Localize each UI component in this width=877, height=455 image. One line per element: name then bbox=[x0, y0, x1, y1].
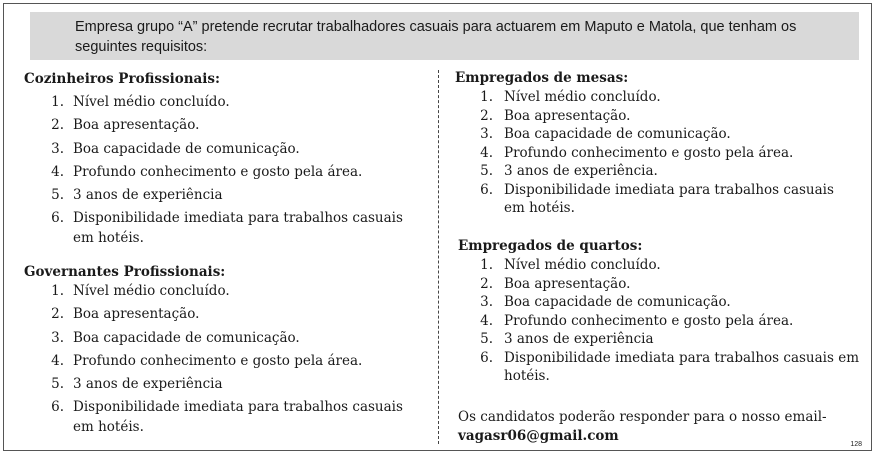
list-item bbox=[455, 162, 860, 181]
requirements-list bbox=[455, 88, 860, 218]
item-number: 1. bbox=[480, 257, 493, 273]
item-text: Disponibilidade imediata para trabalhos casuais em hotéis. bbox=[504, 181, 834, 216]
item-text: Disponibilidade imediata para trabalhos casuais em hotéis. bbox=[504, 349, 860, 384]
item-number: 5. bbox=[480, 331, 493, 347]
item-number: 3. bbox=[480, 126, 493, 142]
item-text: Boa apresentação. bbox=[73, 117, 200, 134]
list-item bbox=[458, 312, 860, 331]
item-text: Profundo conhecimento e gosto pela área. bbox=[504, 144, 794, 161]
section-cozinheiros bbox=[24, 70, 424, 252]
job-posting-page bbox=[3, 3, 872, 451]
item-text: Boa capacidade de comunicação. bbox=[504, 126, 731, 142]
item-text: Disponibilidade imediata para trabalhos casuais em hotéis. bbox=[73, 399, 403, 436]
list-item bbox=[24, 92, 424, 112]
item-text: Nível médio concluído. bbox=[73, 283, 230, 299]
item-text: Nível médio concluído. bbox=[504, 89, 661, 105]
item-number: 1. bbox=[480, 89, 493, 105]
contact-email[interactable]: vagasr06@gmail.com bbox=[458, 428, 619, 444]
item-number: 2. bbox=[480, 107, 493, 124]
list-item bbox=[24, 162, 424, 182]
requirements-list bbox=[24, 281, 424, 437]
section-mesas bbox=[455, 69, 860, 218]
item-text: Boa apresentação. bbox=[504, 275, 631, 292]
section-title: Empregados de quartos: bbox=[458, 238, 643, 254]
list-item bbox=[455, 88, 860, 107]
item-number: 6. bbox=[51, 399, 64, 416]
list-item bbox=[458, 256, 860, 275]
list-item bbox=[455, 107, 860, 126]
item-text: Profundo conhecimento e gosto pela área. bbox=[504, 312, 794, 329]
list-item bbox=[24, 328, 424, 348]
contact-footer bbox=[458, 408, 827, 446]
list-item bbox=[455, 181, 860, 218]
item-number: 4. bbox=[480, 144, 493, 161]
item-text: Boa apresentação. bbox=[73, 306, 200, 323]
section-quartos bbox=[458, 237, 860, 386]
contact-text: Os candidatos poderão responder para o nosso email- bbox=[458, 409, 827, 425]
item-text: Nível médio concluído. bbox=[73, 94, 230, 110]
section-title: Empregados de mesas: bbox=[455, 70, 629, 86]
list-item bbox=[24, 185, 424, 205]
list-item bbox=[24, 281, 424, 301]
list-item bbox=[455, 125, 860, 144]
item-number: 4. bbox=[51, 163, 64, 180]
section-governantes bbox=[24, 263, 424, 441]
item-text: Boa capacidade de comunicação. bbox=[73, 140, 300, 157]
item-number: 4. bbox=[480, 312, 493, 329]
item-text: Boa capacidade de comunicação. bbox=[73, 329, 300, 346]
item-number: 3. bbox=[51, 329, 64, 346]
item-text: 3 anos de experiência bbox=[73, 376, 223, 393]
list-item bbox=[455, 144, 860, 163]
intro-banner bbox=[30, 12, 859, 60]
item-text: 3 anos de experiência bbox=[73, 187, 223, 204]
item-number: 4. bbox=[51, 352, 64, 369]
item-number: 2. bbox=[51, 117, 64, 134]
list-item bbox=[24, 397, 424, 437]
item-text: Profundo conhecimento e gosto pela área. bbox=[73, 352, 363, 369]
item-number: 6. bbox=[480, 181, 493, 198]
item-text: Boa capacidade de comunicação. bbox=[504, 294, 731, 310]
column-divider bbox=[438, 70, 439, 444]
section-title: Cozinheiros Profissionais: bbox=[24, 71, 221, 87]
list-item bbox=[24, 115, 424, 135]
list-item bbox=[458, 293, 860, 312]
list-item bbox=[24, 351, 424, 371]
item-number: 1. bbox=[51, 283, 64, 299]
item-text: Nível médio concluído. bbox=[504, 257, 661, 273]
item-text: Disponibilidade imediata para trabalhos casuais em hotéis. bbox=[73, 210, 403, 247]
requirements-list bbox=[458, 256, 860, 386]
list-item bbox=[24, 139, 424, 159]
list-item bbox=[458, 330, 860, 349]
item-number: 6. bbox=[51, 210, 64, 227]
item-number: 3. bbox=[51, 140, 64, 157]
item-text: 3 anos de experiência. bbox=[504, 163, 658, 179]
list-item bbox=[24, 304, 424, 324]
item-number: 2. bbox=[51, 306, 64, 323]
item-number: 3. bbox=[480, 294, 493, 310]
intro-text: Empresa grupo “A” pretende recrutar trabalhadores casuais para actuarem em Maputo e Matola, que tenham os seguintes requisitos: bbox=[75, 19, 797, 55]
list-item bbox=[458, 349, 860, 386]
requirements-list bbox=[24, 92, 424, 248]
item-text: 3 anos de experiência bbox=[504, 331, 654, 347]
item-text: Boa apresentação. bbox=[504, 107, 631, 124]
list-item bbox=[458, 275, 860, 294]
item-number: 6. bbox=[480, 349, 493, 366]
item-number: 2. bbox=[480, 275, 493, 292]
list-item bbox=[24, 208, 424, 248]
item-text: Profundo conhecimento e gosto pela área. bbox=[73, 163, 363, 180]
item-number: 5. bbox=[480, 163, 493, 179]
item-number: 5. bbox=[51, 376, 64, 393]
page-number: 128 bbox=[850, 441, 862, 448]
item-number: 1. bbox=[51, 94, 64, 110]
list-item bbox=[24, 374, 424, 394]
section-title: Governantes Profissionais: bbox=[24, 264, 226, 280]
item-number: 5. bbox=[51, 187, 64, 204]
